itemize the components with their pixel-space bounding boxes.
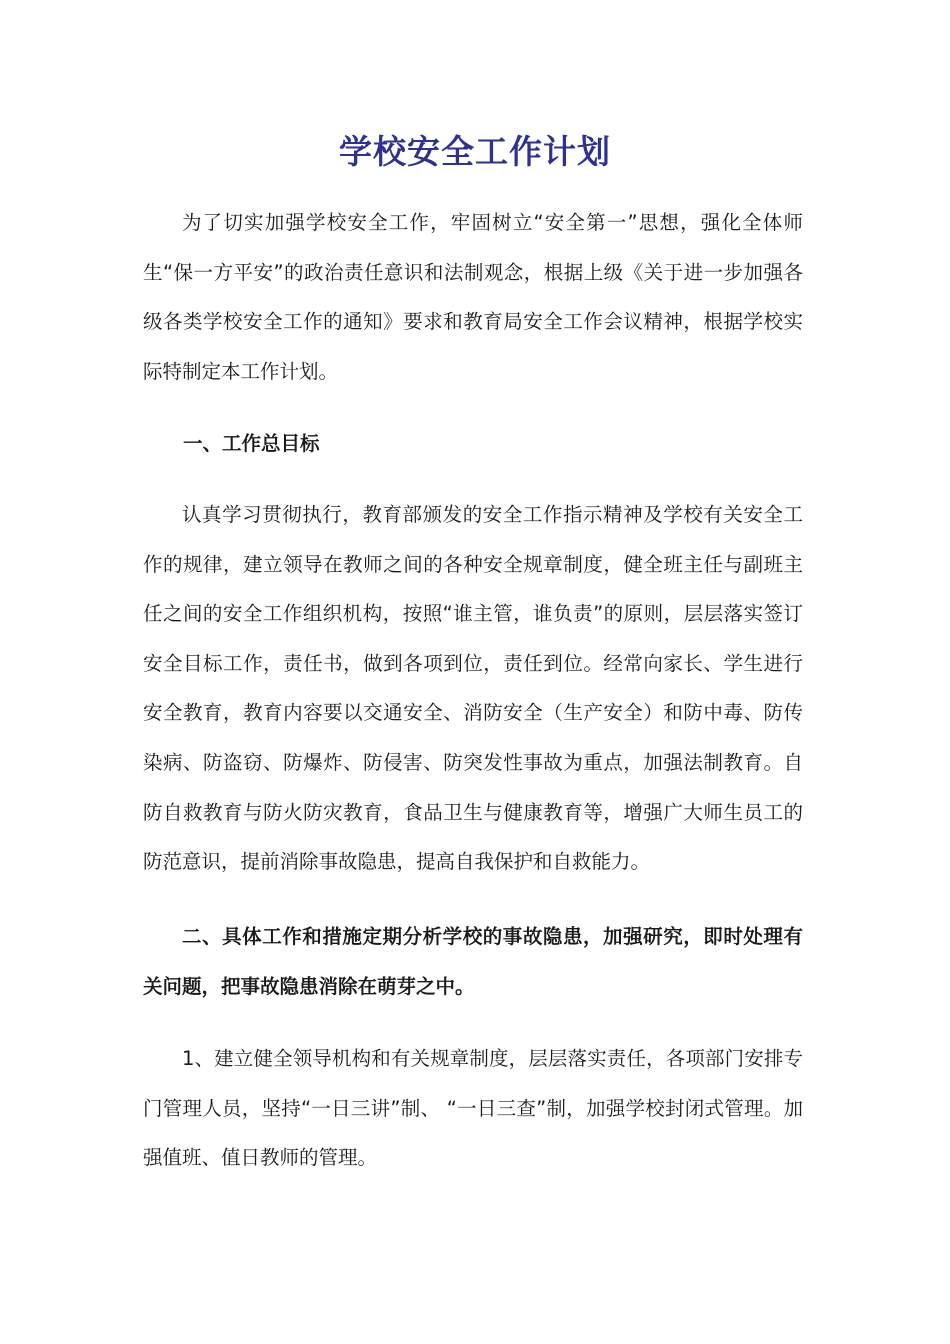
section-1-paragraph: 认真学习贯彻执行，教育部颁发的安全工作指示精神及学校有关安全工作的规律，建立领导在教师之间的各种安全规章制度，健全班主任与副班主任之间的安全工作组织机构，按照“谁主管，谁负责”的原则，层层落实签订安全目标工作，责任书，做到各项到位，责任到位。经常向家长、学生进行安全教育，教育内容要以交通安全、消防安全（生产安全）和防中毒、防传染病、防盗窃、防爆炸、防侵害、防突发性事故为重点，加强法制教育。自防自救教育与防火防灾教育，食品卫生与健康教育等，增强广大师生员工的防范意识，提前消除事故隐患，提高自我保护和自救能力。 xyxy=(143,503,803,874)
item-1-paragraph: 1、建立健全领导机构和有关规章制度，层层落实责任，各项部门安排专门管理人员，坚持“一日三讲”制、 “一日三查”制，加强学校封闭式管理。加强值班、值日教师的管理。 xyxy=(143,1047,803,1170)
section-1-heading: 一、工作总目标 xyxy=(183,432,320,455)
page-title: 学校安全工作计划 xyxy=(339,132,611,171)
section-2-heading: 二、具体工作和措施定期分析学校的事故隐患，加强研究，即时处理有关问题，把事故隐患消除在萌芽之中。 xyxy=(143,925,803,998)
intro-paragraph: 为了切实加强学校安全工作，牢固树立“安全第一”思想，强化全体师生“保一方平安”的政治责任意识和法制观念，根据上级《关于进一步加强各级各类学校安全工作的通知》要求和教育局安全工作会议精神，根据学校实际特制定本工作计划。 xyxy=(143,211,803,383)
